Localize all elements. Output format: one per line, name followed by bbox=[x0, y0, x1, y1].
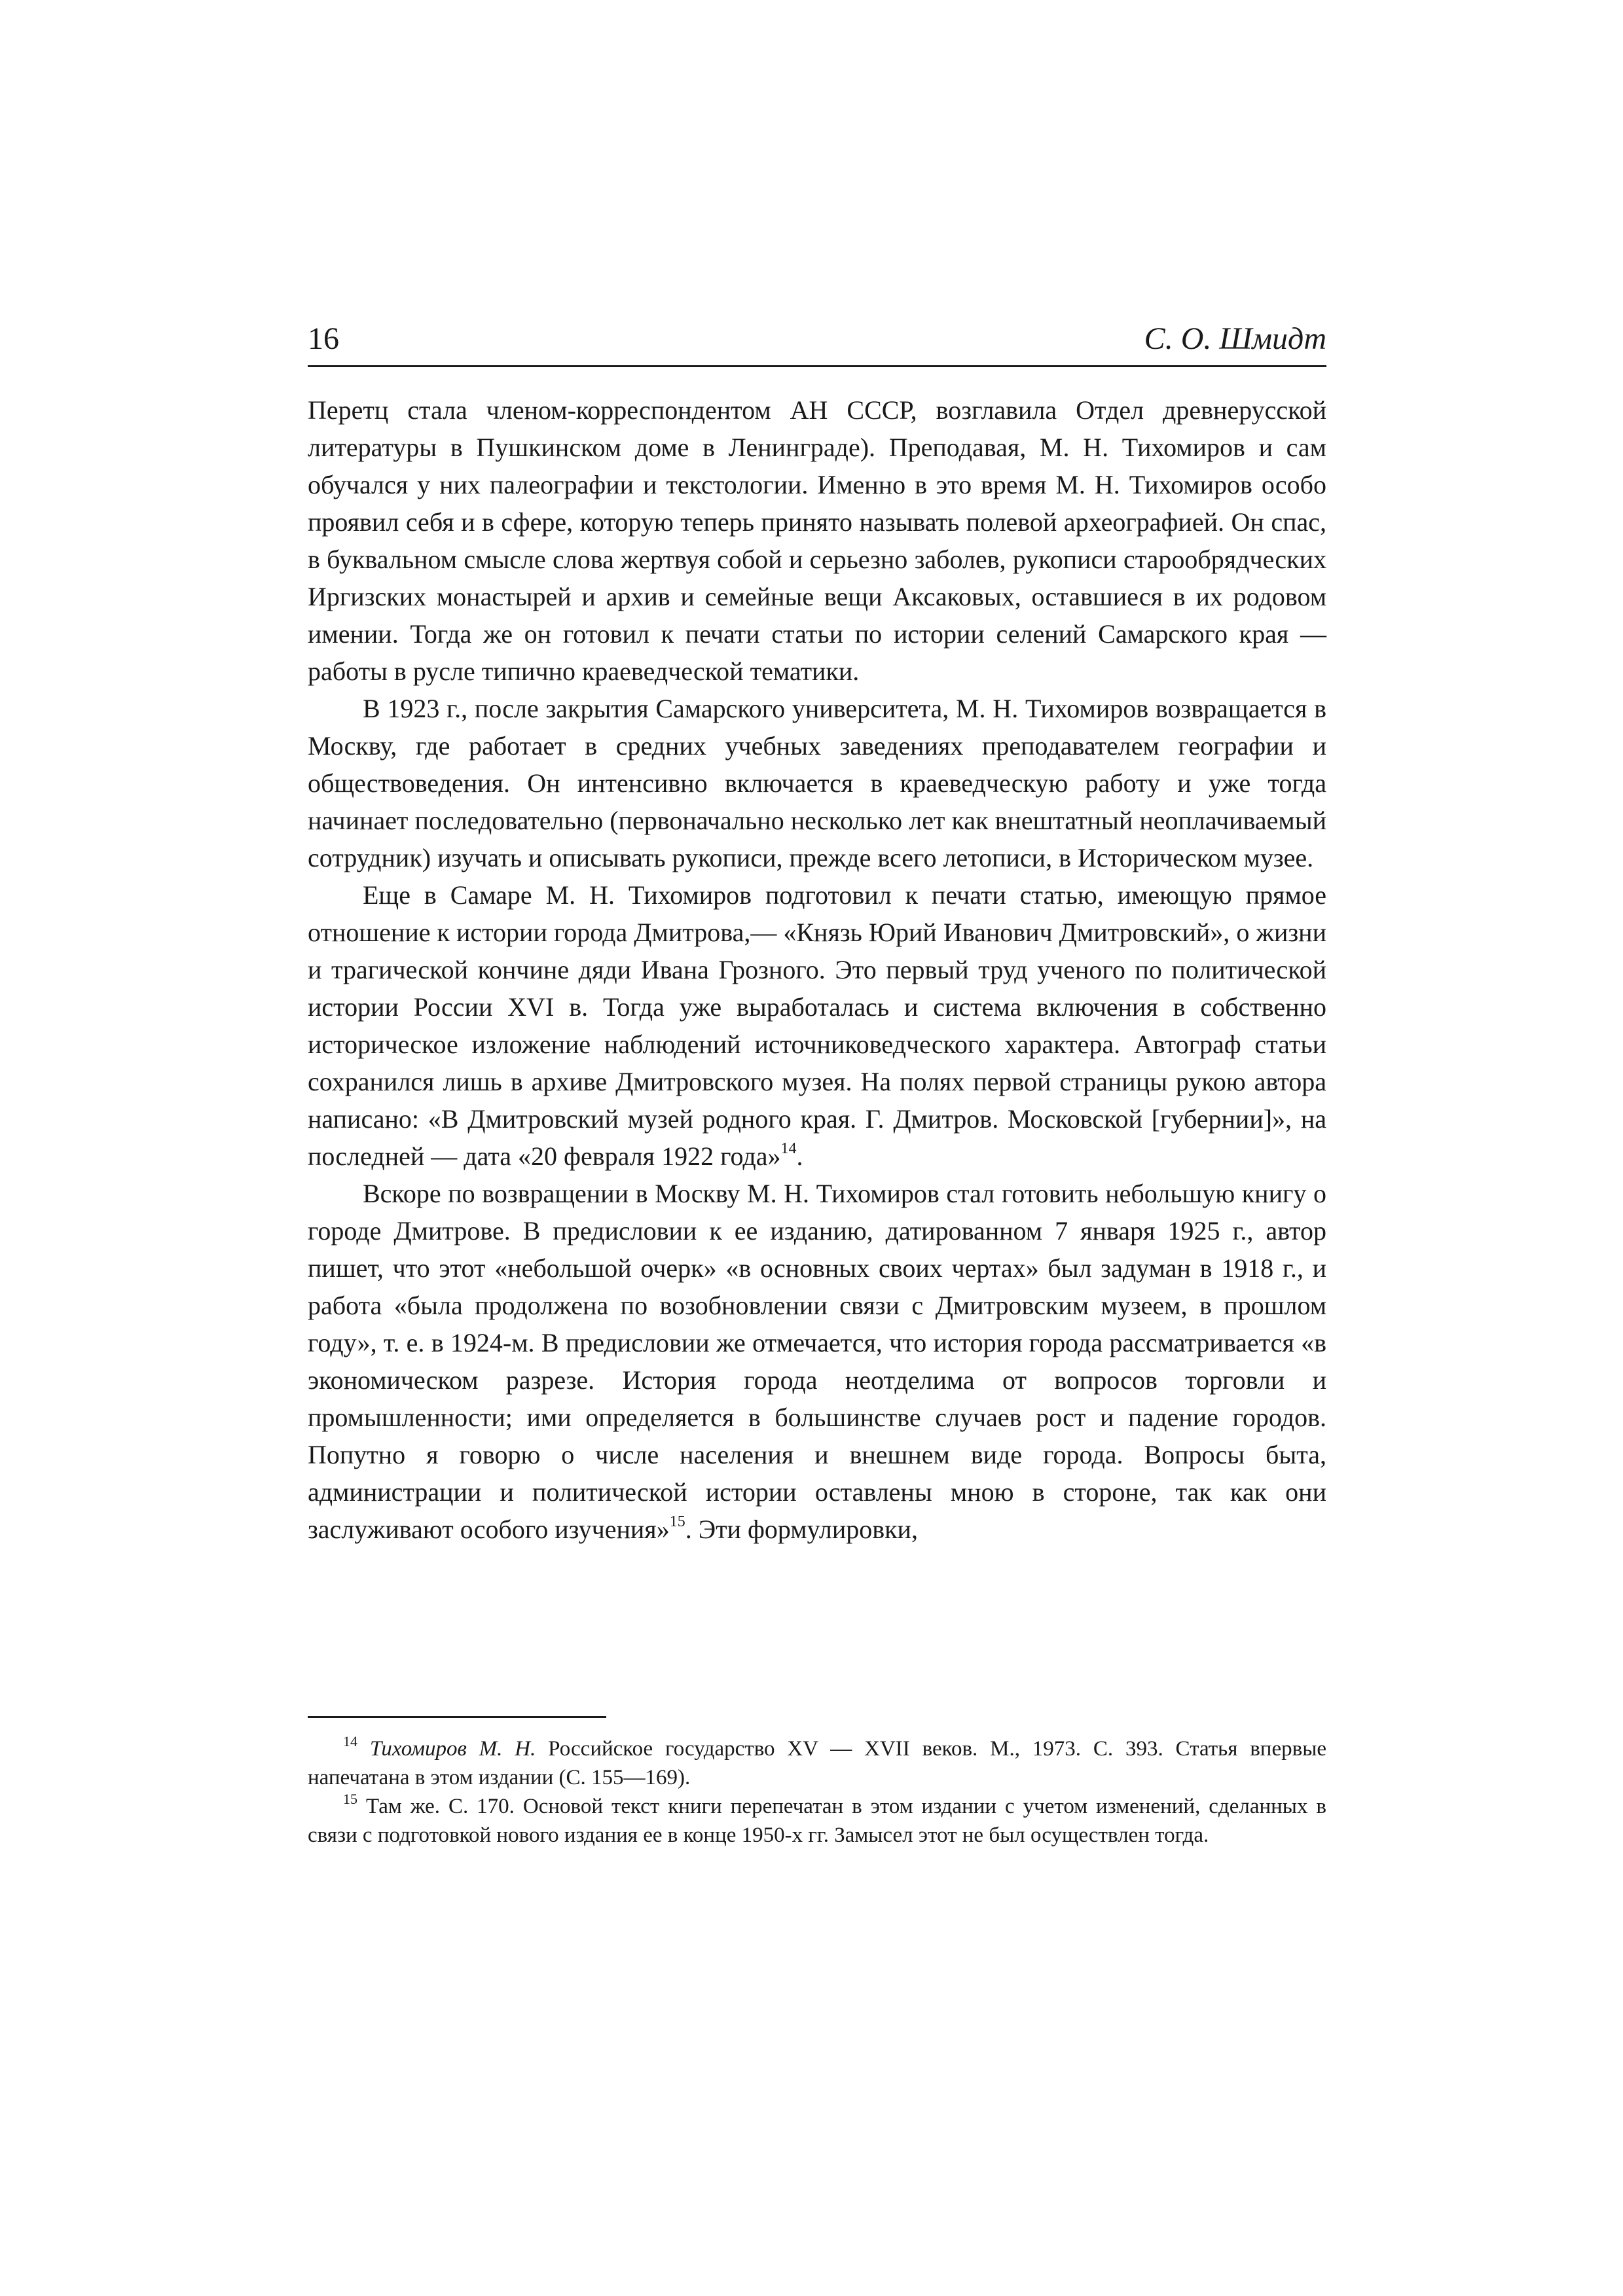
paragraph-3-end: . bbox=[796, 1141, 803, 1171]
paragraph-4 bbox=[308, 1175, 1326, 1548]
footnotes bbox=[308, 1734, 1326, 1850]
running-head-author: С. О. Шмидт bbox=[1144, 321, 1326, 356]
page-header bbox=[308, 319, 1326, 367]
footnote-text: Там же. С. 170. Основой текст книги перепечатан в этом издании с учетом изменений, сделанных в связи с подготовкой нового издания ее в конце 1950-х гг. Замысел этот не был осуществлен тогда. bbox=[308, 1795, 1326, 1847]
body-text bbox=[308, 391, 1326, 1548]
paragraph-2: В 1923 г., после закрытия Самарского университета, М. Н. Тихомиров возвращается в Москву, где работает в средних учебных заведениях преподавателем географии и обществоведения. Он интенсивно включается в краеведческую работу и уже тогда начинает последовательно (первоначально несколько лет как внештатный неоплачиваемый сотрудник) изучать и описывать рукописи, прежде всего летописи, в Историческом музее. bbox=[308, 694, 1326, 872]
footnote-15 bbox=[308, 1792, 1326, 1850]
footnote-number: 15 bbox=[343, 1791, 357, 1807]
footnote-author: Тихомиров М. Н. bbox=[369, 1737, 536, 1761]
footnote-text: Российское государство XV — XVII веков. М., 1973. С. 393. Статья впервые напечатана в этом издании (С. 155—169). bbox=[308, 1737, 1327, 1789]
paragraph-3 bbox=[308, 876, 1326, 1175]
footnote-ref-14[interactable]: 14 bbox=[780, 1140, 797, 1157]
footnote-number: 14 bbox=[343, 1733, 357, 1749]
footnote-ref-15[interactable]: 15 bbox=[669, 1513, 685, 1530]
page-number: 16 bbox=[308, 321, 339, 356]
footnote-separator bbox=[308, 1716, 606, 1718]
paragraph-4-text: Вскоре по возвращении в Москву М. Н. Тихомиров стал готовить небольшую книгу о городе Дмитрове. В предисловии к ее изданию, датированном 7 января 1925 г., автор пишет, что этот «небольшой очерк» «в основных своих чертах» был задуман в 1918 г., и работа «была продолжена по возобновлении связи с Дмитровским музеем, в прошлом году», т. е. в 1924-м. В предисловии же отмечается, что история города рассматривается «в экономическом разрезе. История города неотделима от вопросов торговли и промышленности; ими определяется в большинстве случаев рост и падение городов. Попутно я говорю о числе населения и внешнем виде города. Вопросы быта, администрации и политической истории оставлены мною в стороне, так как они заслуживают особого изучения» bbox=[308, 1179, 1326, 1544]
footnote-14 bbox=[308, 1734, 1326, 1792]
paragraph-1: Перетц стала членом-корреспондентом АН СССР, возглавила Отдел древнерусской литературы в Пушкинском доме в Ленинграде). Преподавая, М. Н. Тихомиров и сам обучался у них палеографии и текстологии. Именно в это время М. Н. Тихомиров особо проявил себя и в сфере, которую теперь принято называть полевой археографией. Он спас, в буквальном смысле слова жертвуя собой и серьезно заболев, рукописи старообрядческих Иргизских монастырей и архив и семейные вещи Аксаковых, оставшиеся в их родовом имении. Тогда же он готовил к печати статьи по истории селений Самарского края — работы в русле типично краеведческой тематики. bbox=[308, 395, 1326, 686]
paragraph-3-text: Еще в Самаре М. Н. Тихомиров подготовил к печати статью, имеющую прямое отношение к истории города Дмитрова,— «Князь Юрий Иванович Дмитровский», о жизни и трагической кончине дяди Ивана Грозного. Это первый труд ученого по политической истории России XVI в. Тогда уже выработалась и система включения в собственно историческое изложение наблюдений источниковедческого характера. Автограф статьи сохранился лишь в архиве Дмитровского музея. На полях первой страницы рукою автора написано: «В Дмитровский музей родного края. Г. Дмитров. Московской [губернии]», на последней — дата «20 февраля 1922 года» bbox=[308, 880, 1326, 1171]
paragraph-4-end: . Эти формулировки, bbox=[685, 1515, 918, 1544]
